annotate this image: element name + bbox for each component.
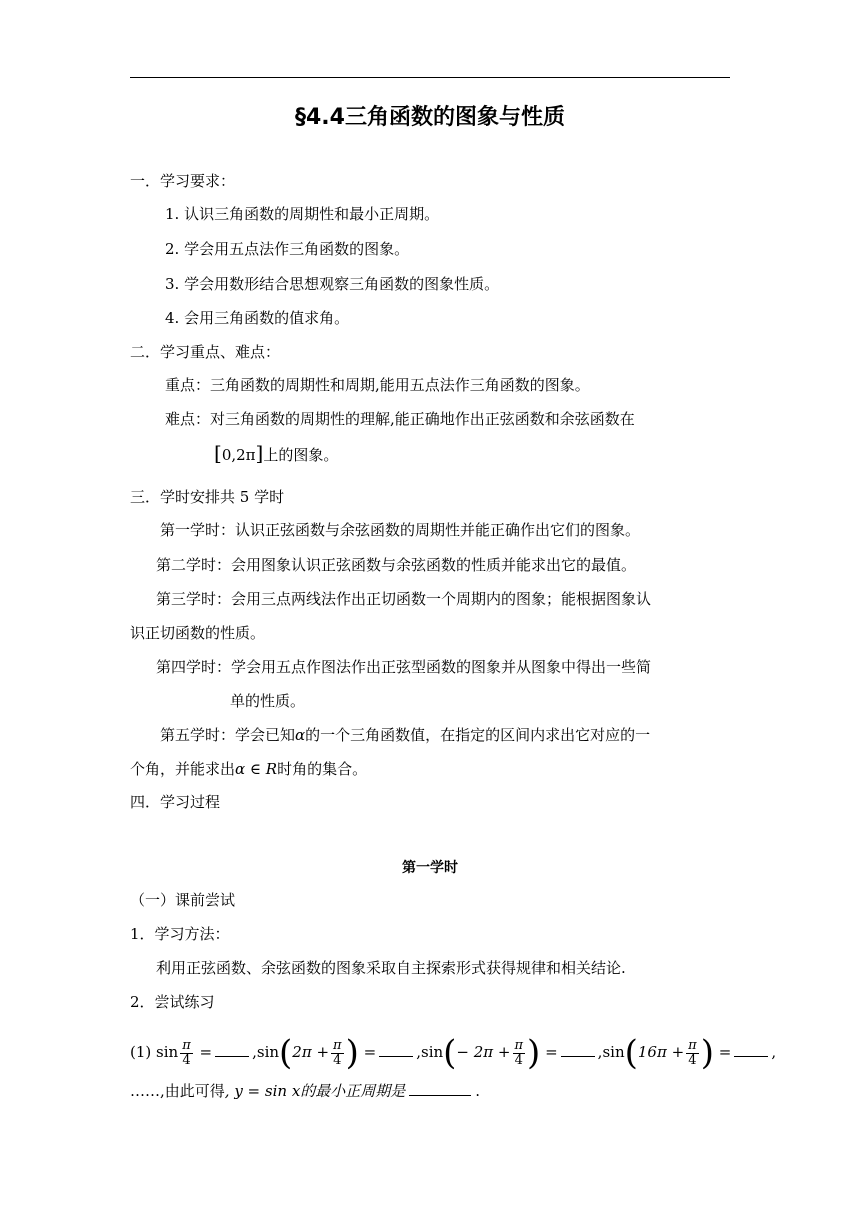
period-math: , y = sin x的最小正周期是 xyxy=(224,1082,406,1100)
interval-math: 0,2π xyxy=(221,446,256,464)
alpha-in-r: α ∈ R xyxy=(235,760,278,778)
sin-fn: sin xyxy=(156,1043,179,1061)
header-rule xyxy=(130,77,730,78)
answer-blank[interactable] xyxy=(379,1042,413,1057)
schedule-4a: 第四学时：学会用五点作图法作出正弦型函数的图象并从图象中得出一些简 xyxy=(156,658,652,676)
schedule-1: 第一学时：认识正弦函数与余弦函数的周期性并能正确作出它们的图象。 xyxy=(160,521,641,539)
requirement-item: 1. 认识三角函数的周期性和最小正周期。 xyxy=(165,205,440,223)
schedule-2: 第二学时：会用图象认识正弦函数与余弦函数的性质并能求出它的最值。 xyxy=(156,556,637,574)
schedule-5b xyxy=(130,758,367,780)
schedule-4b: 单的性质。 xyxy=(230,692,306,710)
interval-suffix: 上的图象。 xyxy=(263,446,339,464)
schedule-3b: 识正切函数的性质。 xyxy=(130,624,266,642)
difficult-point: 难点：对三角函数的周期性的理解,能正确地作出正弦函数和余弦函数在 xyxy=(165,410,635,428)
fraction: $\frac{\pi}{4}$ xyxy=(514,1037,524,1068)
equation-line: (1) sin $\frac{\pi}{4}$ = ,sin(2π + $\frac{\pi}{4}$ ) = ,sin(− 2π + $\frac{\pi}{4}$ ) = ,sin(16π + $\frac{\pi}{4}$ ) = , xyxy=(130,1033,777,1073)
section-3-heading: 三．学时安排共 5 学时 xyxy=(130,488,285,506)
period-end: . xyxy=(475,1082,481,1100)
fraction: $\frac{\pi}{4}$ xyxy=(182,1037,191,1068)
practice-heading: 2．尝试练习 xyxy=(130,993,215,1011)
fraction: $\frac{\pi}{4}$ xyxy=(688,1037,697,1068)
method-heading: 1．学习方法： xyxy=(130,925,230,943)
alpha-var: α xyxy=(295,726,306,744)
schedule-5a xyxy=(160,724,650,746)
method-text: 利用正弦函数、余弦函数的图象采取自主探索形式获得规律和相关结论. xyxy=(156,959,626,977)
key-point: 重点：三角函数的周期性和周期,能用五点法作三角函数的图象。 xyxy=(165,376,590,394)
section-1-heading: 一．学习要求： xyxy=(130,172,236,190)
period-answer-blank[interactable] xyxy=(409,1081,471,1096)
fraction: $\frac{\pi}{4}$ xyxy=(333,1037,342,1068)
period-prefix: ……,由此可得 xyxy=(130,1082,225,1100)
section-4-heading: 四．学习过程 xyxy=(130,793,221,811)
answer-blank[interactable] xyxy=(734,1042,768,1057)
schedule-5b-pre: 个角，并能求出 xyxy=(130,760,236,778)
question-number: (1) xyxy=(130,1043,152,1061)
page-title: §4.4三角函数的图象与性质 xyxy=(295,105,565,130)
period-line xyxy=(130,1080,480,1102)
interval-line: [0,2π]上的图象。 xyxy=(214,441,339,465)
schedule-5a-post: 的一个三角函数值，在指定的区间内求出它对应的一 xyxy=(305,726,651,744)
section-2-heading: 二．学习重点、难点： xyxy=(130,343,281,361)
schedule-3a: 第三学时：会用三点两线法作出正切函数一个周期内的图象；能根据图象认 xyxy=(156,590,652,608)
requirement-item: 3. 学会用数形结合思想观察三角函数的图象性质。 xyxy=(165,275,500,293)
schedule-5a-pre: 第五学时：学会已知 xyxy=(160,726,296,744)
answer-blank[interactable] xyxy=(561,1042,595,1057)
requirement-item: 4. 会用三角函数的值求角。 xyxy=(165,309,350,327)
schedule-5b-post: 时角的集合。 xyxy=(277,760,368,778)
lesson-title: 第一学时 xyxy=(402,860,458,876)
answer-blank[interactable] xyxy=(215,1042,249,1057)
requirement-item: 2. 学会用五点法作三角函数的图象。 xyxy=(165,240,410,258)
lesson-sub-heading: （一）课前尝试 xyxy=(130,891,236,909)
